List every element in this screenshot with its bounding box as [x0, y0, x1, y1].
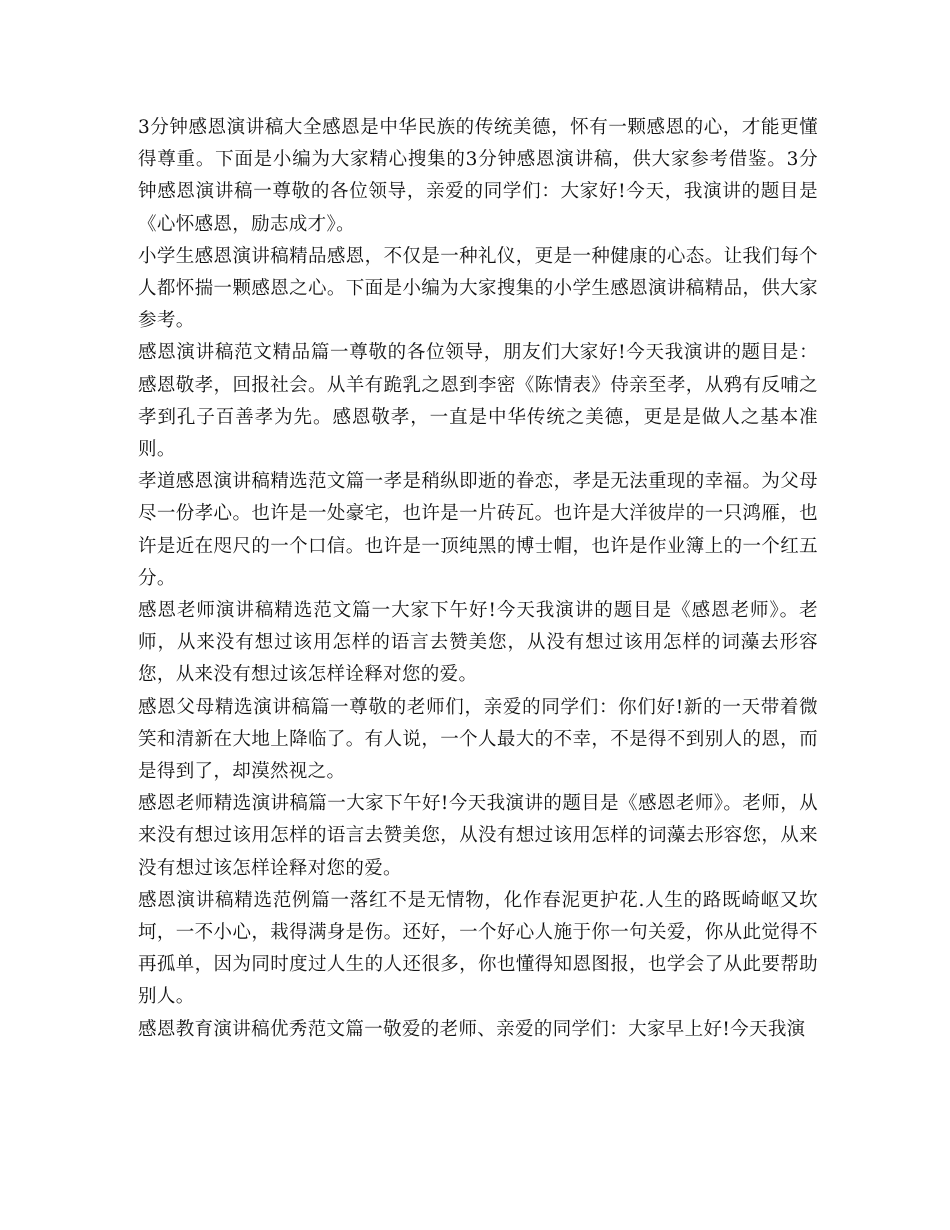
paragraph-gratitude-example-speech: 感恩演讲稿精选范例篇一落红不是无情物，化作春泥更护花.人生的路既崎岖又坎坷，一不小心，栽得满身是伤。还好，一个好心人施于你一句关爱，你从此觉得不再孤单，因为同时度过人生的人还很多，你也懂得知恩图报，也学会了从此要帮助别人。 [138, 889, 818, 1008]
paragraph-gratitude-education-speech: 感恩教育演讲稿优秀范文篇一敬爱的老师、亲爱的同学们：大家早上好!今天我演 [138, 1018, 806, 1040]
paragraph-thank-teacher-speech-2: 感恩老师精选演讲稿篇一大家下午好!今天我演讲的题目是《感恩老师》。老师，从来没有想过该用怎样的语言去赞美您，从没有想过该用怎样的词藻去形容您，从来没有想过该怎样诠释对您的爱。 [138, 793, 818, 879]
paragraph-thank-parents-speech: 感恩父母精选演讲稿篇一尊敬的老师们，亲爱的同学们：你们好!新的一天带着微笑和清新在大地上降临了。有人说，一个人最大的不幸，不是得不到别人的恩，而是得到了，却漠然视之。 [138, 696, 818, 783]
paragraph-filial-respect-speech: 感恩演讲稿范文精品篇一尊敬的各位领导，朋友们大家好!今天我演讲的题目是：感恩敬孝，回报社会。从羊有跪乳之恩到李密《陈情表》侍亲至孝，从鸦有反哺之孝到孔子百善孝为先。感恩敬孝，一直是中华传统之美德，更是是做人之基本准则。 [138, 342, 818, 461]
document-body [138, 112, 818, 1046]
paragraph-thank-teacher-speech: 感恩老师演讲稿精选范文篇一大家下午好!今天我演讲的题目是《感恩老师》。老师，从来没有想过该用怎样的语言去赞美您，从没有想过该用怎样的词藻去形容您，从来没有想过该怎样诠释对您的爱。 [138, 600, 818, 686]
paragraph-filial-piety-speech: 孝道感恩演讲稿精选范文篇一孝是稍纵即逝的眷恋，孝是无法重现的幸福。为父母尽一份孝心。也许是一处豪宅，也许是一片砖瓦。也许是大洋彼岸的一只鸿雁，也许是近在咫尺的一个口信。也许是一顶纯黑的博士帽，也许是作业簿上的一个红五分。 [138, 471, 818, 589]
paragraph-primary-student-speech: 小学生感恩演讲稿精品感恩，不仅是一种礼仪，更是一种健康的心态。让我们每个人都怀揣一颗感恩之心。下面是小编为大家搜集的小学生感恩演讲稿精品，供大家参考。 [138, 245, 818, 332]
paragraph-intro-3min-speech: 3分钟感恩演讲稿大全感恩是中华民族的传统美德，怀有一颗感恩的心，才能更懂得尊重。下面是小编为大家精心搜集的3分钟感恩演讲稿，供大家参考借鉴。3分钟感恩演讲稿一尊敬的各位领导，亲爱的同学们：大家好!今天，我演讲的题目是《心怀感恩，励志成才》。 [138, 117, 818, 235]
